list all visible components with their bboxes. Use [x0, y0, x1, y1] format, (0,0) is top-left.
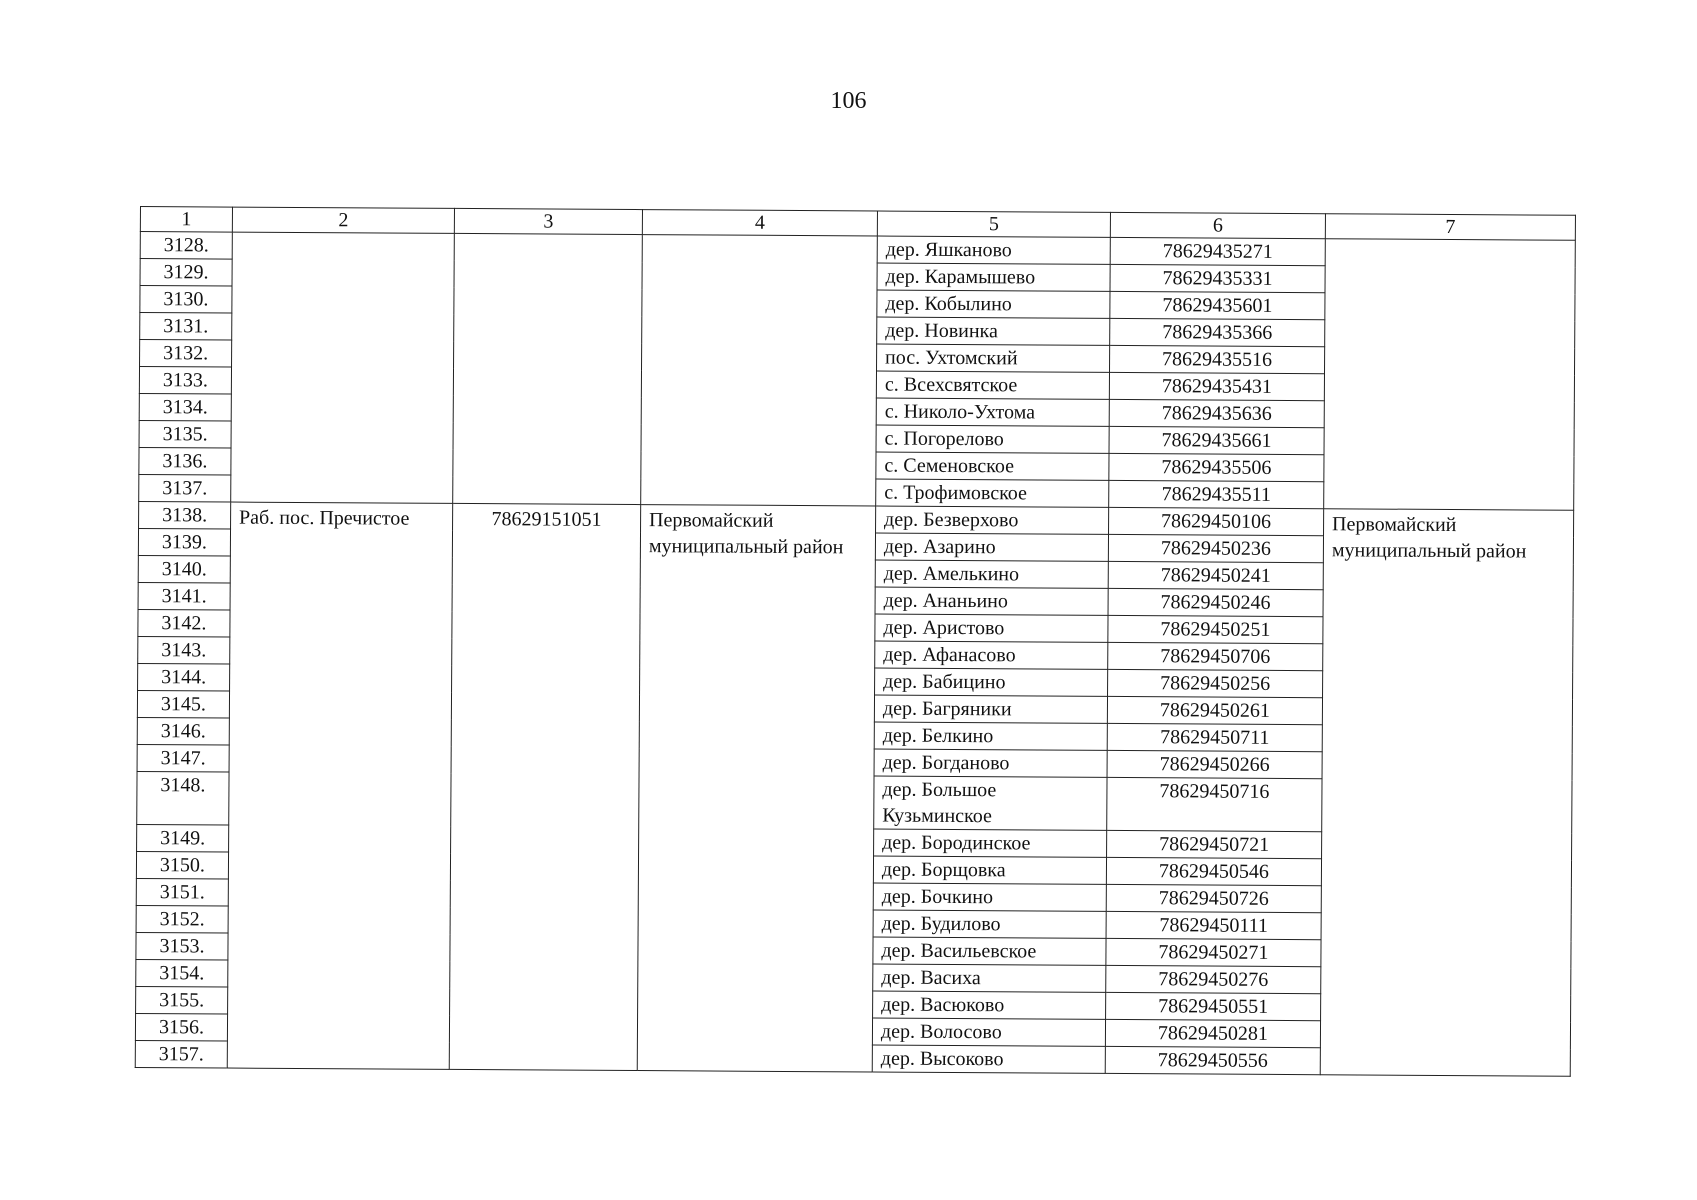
- row-number-cell: 3154.: [136, 959, 228, 987]
- locality-cell: дер. Карамышево: [877, 263, 1110, 291]
- locality-code-cell: 78629450271: [1106, 938, 1321, 966]
- row-number-cell: 3155.: [136, 986, 228, 1014]
- locality-table: [135, 206, 1576, 1077]
- row-number-cell: 3150.: [136, 851, 228, 879]
- locality-code-cell: 78629450281: [1105, 1019, 1320, 1047]
- locality-cell: дер. Большое Кузьминское: [874, 776, 1107, 830]
- locality-code-cell: 78629435636: [1109, 399, 1324, 427]
- settlement-cell: Раб. пос. Пречистое: [227, 502, 452, 1069]
- locality-cell: дер. Борщовка: [873, 856, 1106, 884]
- row-number-cell: 3133.: [139, 367, 231, 395]
- locality-code-cell: 78629450266: [1107, 750, 1322, 778]
- locality-cell: дер. Будилово: [873, 910, 1106, 938]
- locality-code-cell: 78629450236: [1108, 534, 1323, 562]
- locality-code-cell: 78629435601: [1110, 291, 1325, 319]
- row-number-cell: 3132.: [140, 340, 232, 368]
- locality-cell: дер. Кобылино: [877, 290, 1110, 318]
- locality-cell: дер. Амелькино: [875, 560, 1108, 588]
- locality-cell: дер. Афанасово: [875, 641, 1108, 669]
- row-number-cell: 3140.: [138, 555, 230, 583]
- locality-cell: дер. Высоково: [872, 1045, 1105, 1073]
- row-number-cell: 3138.: [139, 501, 231, 529]
- locality-cell: дер. Васюково: [873, 991, 1106, 1019]
- row-number-cell: 3142.: [138, 609, 230, 637]
- locality-table-wrapper: [135, 206, 1576, 1077]
- header-cell-4: 4: [642, 210, 877, 236]
- locality-cell: дер. Ананьино: [875, 587, 1108, 615]
- locality-cell: дер. Аристово: [875, 614, 1108, 642]
- locality-code-cell: 78629450246: [1108, 588, 1323, 616]
- row-number-cell: 3148.: [137, 771, 229, 825]
- locality-code-cell: 78629450256: [1108, 669, 1323, 697]
- locality-code-cell: 78629450106: [1109, 507, 1324, 535]
- locality-code-cell: 78629435516: [1110, 345, 1325, 373]
- row-number-cell: 3153.: [136, 932, 228, 960]
- locality-cell: дер. Азарино: [875, 533, 1108, 561]
- locality-code-cell: 78629450706: [1108, 642, 1323, 670]
- locality-code-cell: 78629450111: [1106, 911, 1321, 939]
- row-number-cell: 3147.: [137, 744, 229, 772]
- row-number-cell: 3146.: [137, 717, 229, 745]
- table-body: [135, 207, 1575, 1077]
- locality-cell: дер. Бабицино: [875, 668, 1108, 696]
- locality-cell: дер. Яшканово: [877, 236, 1110, 264]
- locality-code-cell: 78629450711: [1107, 723, 1322, 751]
- locality-code-cell: 78629450276: [1106, 965, 1321, 993]
- header-cell-7: 7: [1325, 214, 1575, 241]
- locality-cell: с. Семеновское: [876, 452, 1109, 480]
- row-number-cell: 3135.: [139, 420, 231, 448]
- locality-code-cell: 78629435366: [1110, 318, 1325, 346]
- locality-code-cell: 78629450551: [1106, 992, 1321, 1020]
- header-cell-5: 5: [877, 211, 1110, 237]
- row-number-cell: 3137.: [139, 474, 231, 502]
- district-col7-cell: Первомайский муниципальный район: [1320, 509, 1573, 1077]
- row-number-cell: 3129.: [140, 259, 232, 287]
- locality-code-cell: 78629435506: [1109, 453, 1324, 481]
- header-cell-1: 1: [140, 207, 232, 233]
- settlement-cell: [231, 232, 455, 503]
- header-cell-6: 6: [1110, 212, 1325, 238]
- locality-cell: дер. Васильевское: [873, 937, 1106, 965]
- district-col7-cell: [1324, 239, 1576, 511]
- locality-cell: дер. Багряники: [874, 695, 1107, 723]
- row-number-cell: 3144.: [138, 663, 230, 691]
- district-cell: [641, 235, 878, 506]
- page-number: 106: [830, 88, 867, 114]
- row-number-cell: 3145.: [137, 690, 229, 718]
- locality-cell: с. Погорелово: [876, 425, 1109, 453]
- locality-code-cell: 78629450721: [1107, 830, 1322, 858]
- row-number-cell: 3128.: [140, 232, 232, 260]
- locality-cell: с. Всехсвятское: [876, 371, 1109, 399]
- locality-cell: дер. Безверхово: [876, 506, 1109, 534]
- row-number-cell: 3152.: [136, 905, 228, 933]
- header-cell-2: 2: [232, 207, 454, 233]
- locality-cell: дер. Бочкино: [873, 883, 1106, 911]
- locality-cell: дер. Бородинское: [874, 829, 1107, 857]
- locality-cell: дер. Новинка: [877, 317, 1110, 345]
- locality-code-cell: 78629450716: [1107, 777, 1322, 831]
- locality-code-cell: 78629435331: [1110, 264, 1325, 292]
- row-number-cell: 3143.: [138, 636, 230, 664]
- locality-cell: дер. Белкино: [874, 722, 1107, 750]
- locality-code-cell: 78629435431: [1109, 372, 1324, 400]
- locality-code-cell: 78629450261: [1107, 696, 1322, 724]
- row-number-cell: 3149.: [137, 824, 229, 852]
- row-number-cell: 3130.: [140, 286, 232, 314]
- locality-cell: дер. Богданово: [874, 749, 1107, 777]
- header-cell-3: 3: [454, 208, 642, 234]
- locality-cell: дер. Васиха: [873, 964, 1106, 992]
- row-number-cell: 3151.: [136, 878, 228, 906]
- locality-code-cell: 78629450726: [1106, 884, 1321, 912]
- locality-code-cell: 78629435661: [1109, 426, 1324, 454]
- locality-code-cell: 78629435511: [1109, 480, 1324, 508]
- row-number-cell: 3131.: [140, 313, 232, 341]
- row-number-cell: 3136.: [139, 447, 231, 475]
- settlement-code-cell: 78629151051: [449, 503, 640, 1070]
- locality-code-cell: 78629450241: [1108, 561, 1323, 589]
- row-number-cell: 3141.: [138, 582, 230, 610]
- locality-cell: пос. Ухтомский: [877, 344, 1110, 372]
- locality-code-cell: 78629450546: [1106, 857, 1321, 885]
- row-number-cell: 3156.: [135, 1013, 227, 1041]
- row-number-cell: 3157.: [135, 1040, 227, 1068]
- locality-code-cell: 78629435271: [1110, 237, 1325, 265]
- row-number-cell: 3134.: [139, 393, 231, 421]
- settlement-code-cell: [453, 233, 643, 504]
- locality-code-cell: 78629450556: [1105, 1046, 1320, 1074]
- locality-cell: дер. Волосово: [872, 1018, 1105, 1046]
- locality-cell: с. Николо-Ухтома: [876, 398, 1109, 426]
- locality-cell: с. Трофимовское: [876, 479, 1109, 507]
- locality-code-cell: 78629450251: [1108, 615, 1323, 643]
- district-cell: Первомайский муниципальный район: [637, 505, 875, 1072]
- row-number-cell: 3139.: [138, 528, 230, 556]
